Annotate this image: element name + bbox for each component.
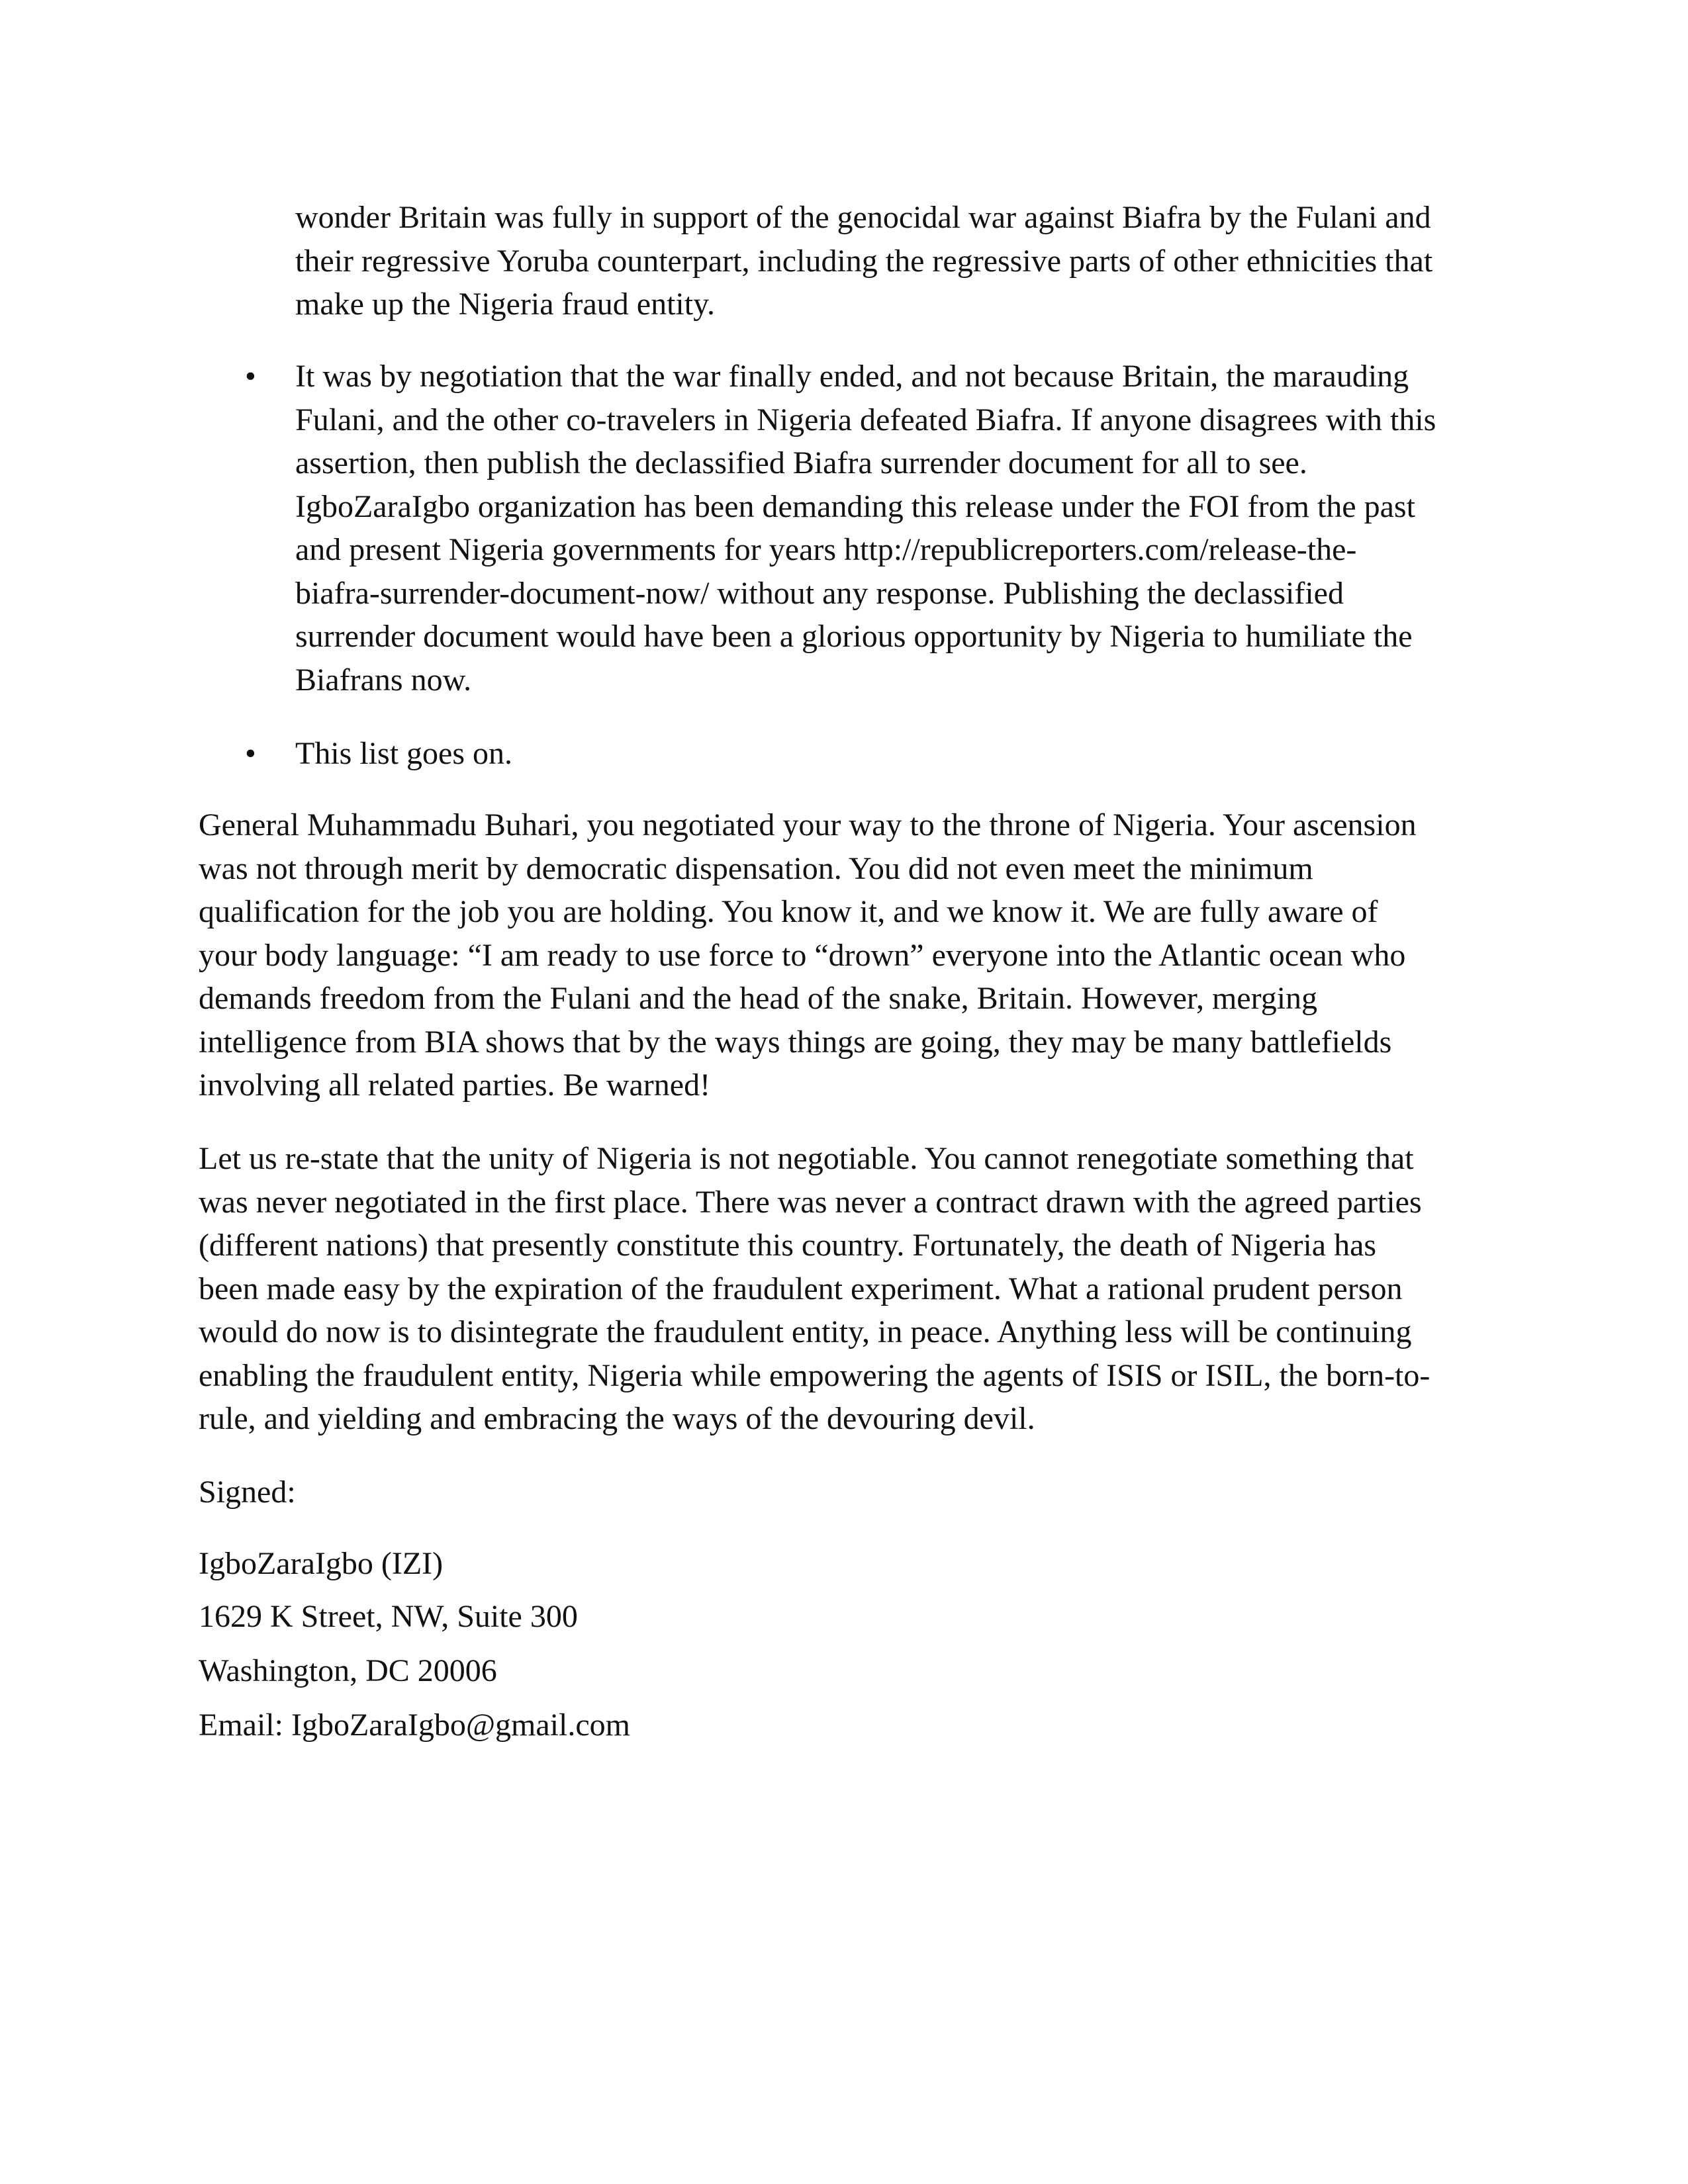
bullet-text: It was by negotiation that the war finally ended, and not because Britain, the marauding Fulani, and the other co-travelers in Nigeria defeated Biafra. If anyone disagrees with this assertion, then publish the declassified Biafra surrender document for all to see. IgboZaraIgbo organization has been demanding this release under the FOI from the past and present Nigeria governments for years http://republicreporters.com/release-the- biafra-surrender-document-now/ without any response. Publishing the declassified surrender document would have been a glorious opportunity by Nigeria to humiliate the Biafrans now. bbox=[295, 359, 1436, 698]
bullet-item bbox=[245, 732, 1500, 776]
bullet-icon: • bbox=[245, 736, 256, 771]
signature-email: Email: IgboZaraIgbo@gmail.com bbox=[199, 1707, 631, 1743]
body-paragraph: General Muhammadu Buhari, you negotiated your way to the throne of Nigeria. Your ascension was not through merit by democratic dispensation. You did not even meet the minimum qualification for the job you are holding. You know it, and we know it. We are fully aware of your body language: “I am ready to use force to “drown” everyone into the Atlantic ocean who demands freedom from the Fulani and the head of the snake, Britain. However, merging intelligence from BIA shows that by the ways things are going, they may be many battlefields involving all related parties. Be warned! bbox=[199, 807, 1417, 1103]
signature-city-address: Washington, DC 20006 bbox=[199, 1653, 497, 1688]
bullet-item bbox=[245, 355, 1500, 702]
body-paragraph: Let us re-state that the unity of Nigeria is not negotiable. You cannot renegotiate something that was never negotiated in the first place. There was never a contract drawn with the agreed parties (different nations) that presently constitute this country. Fortunately, the death of Nigeria has been made easy by the expiration of the fraudulent experiment. What a rational prudent person would do now is to disintegrate the fraudulent entity, in peace. Anything less will be continuing enabling the fraudulent entity, Nigeria while empowering the agents of ISIS or ISIL, the born-to- rule, and yielding and embracing the ways of the devouring devil. bbox=[199, 1141, 1430, 1436]
signature-street-address: 1629 K Street, NW, Suite 300 bbox=[199, 1599, 578, 1634]
signed-label: Signed: bbox=[199, 1475, 296, 1510]
continuation-paragraph: wonder Britain was fully in support of the genocidal war against Biafra by the Fulani and their regressive Yoruba counterpart, including the regressive parts of other ethnicities that make up the Nigeria fraud entity. bbox=[295, 200, 1433, 322]
bullet-icon: • bbox=[245, 359, 256, 394]
bullet-text: This list goes on. bbox=[295, 736, 513, 771]
signature-organization: IgboZaraIgbo (IZI) bbox=[199, 1546, 444, 1581]
